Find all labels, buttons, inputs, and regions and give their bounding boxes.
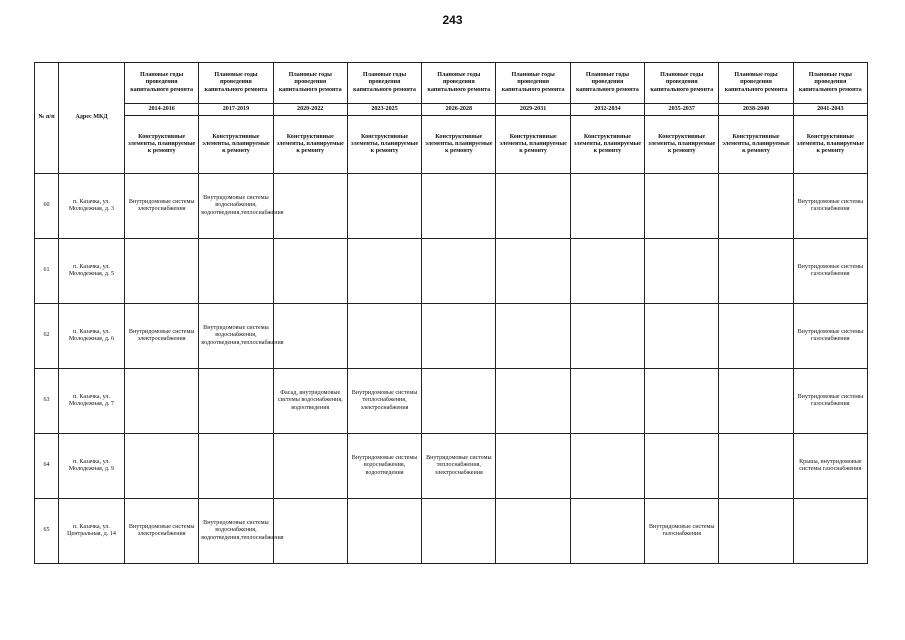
capital-repair-table [34, 62, 868, 564]
repair-elements-cell: Внутридомовые системы газоснабжения [645, 499, 719, 564]
repair-elements-cell: Внутридомовые системы газоснабжения [793, 369, 867, 434]
repair-elements-cell: Внутридомовые системы электроснабжения [125, 174, 199, 239]
period-years: 2038-2040 [719, 104, 793, 116]
row-address: п. Казачка, ул. Молодежная, д. 5 [59, 239, 125, 304]
repair-elements-cell [496, 434, 570, 499]
repair-elements-cell: Внутридомовые системы газоснабжения [793, 239, 867, 304]
table-row [35, 434, 868, 499]
num-column-header: № п/п [35, 63, 59, 174]
repair-elements-cell [570, 174, 644, 239]
table-row [35, 174, 868, 239]
repair-elements-cell [719, 304, 793, 369]
period-title: Плановые годы проведения капитального ремонта [199, 63, 273, 104]
period-title: Плановые годы проведения капитального ремонта [125, 63, 199, 104]
period-title: Плановые годы проведения капитального ремонта [496, 63, 570, 104]
row-address: п. Казачка, ул. Молодежная, д. 6 [59, 304, 125, 369]
table-row [35, 304, 868, 369]
table-body [35, 174, 868, 564]
repair-elements-cell [570, 434, 644, 499]
repair-elements-cell [347, 499, 421, 564]
period-years: 2023-2025 [347, 104, 421, 116]
repair-elements-cell [273, 239, 347, 304]
repair-elements-cell [570, 239, 644, 304]
row-number: 63 [35, 369, 59, 434]
period-title: Плановые годы проведения капитального ремонта [645, 63, 719, 104]
period-elements-header: Конструктивные элементы, планируемые к ремонту [719, 116, 793, 174]
repair-elements-cell [719, 434, 793, 499]
repair-elements-cell: Внутридомовые системы водоснабжения, водоотведения,теплоснабжения [199, 499, 273, 564]
repair-elements-cell [199, 239, 273, 304]
repair-elements-cell [496, 369, 570, 434]
repair-elements-cell [496, 499, 570, 564]
repair-elements-cell: Внутридомовые системы водоснабжения, водоотведения,теплоснабжения [199, 174, 273, 239]
period-years: 2032-2034 [570, 104, 644, 116]
address-column-header: Адрес МКД [59, 63, 125, 174]
row-address: п. Казачка, ул. Центральная, д. 14 [59, 499, 125, 564]
repair-elements-cell [719, 174, 793, 239]
repair-elements-cell [125, 369, 199, 434]
repair-elements-cell [422, 174, 496, 239]
repair-elements-cell: Внутридомовые системы водоснабжения, водоотведения [347, 434, 421, 499]
repair-elements-cell [273, 304, 347, 369]
row-address: п. Казачка, ул. Молодежная, д. 7 [59, 369, 125, 434]
period-title: Плановые годы проведения капитального ремонта [422, 63, 496, 104]
row-address: п. Казачка, ул. Молодежная, д. 3 [59, 174, 125, 239]
period-years: 2014-2016 [125, 104, 199, 116]
period-years: 2035-2037 [645, 104, 719, 116]
period-years: 2029-2031 [496, 104, 570, 116]
repair-elements-cell: Внутридомовые системы газоснабжения [793, 304, 867, 369]
period-years: 2017-2019 [199, 104, 273, 116]
period-elements-header: Конструктивные элементы, планируемые к ремонту [570, 116, 644, 174]
repair-elements-cell: Фасад, внутридомовые системы водоснабжения, водоотведения [273, 369, 347, 434]
period-title: Плановые годы проведения капитального ремонта [719, 63, 793, 104]
page-number: 243 [442, 13, 463, 27]
repair-elements-cell: Внутридомовые системы водоснабжения, водоотведения,теплоснабжения [199, 304, 273, 369]
repair-elements-cell [719, 499, 793, 564]
repair-elements-cell: Крыша, внутридомовые системы газоснабжения [793, 434, 867, 499]
repair-elements-cell [273, 174, 347, 239]
period-title: Плановые годы проведения капитального ремонта [273, 63, 347, 104]
period-elements-header: Конструктивные элементы, планируемые к ремонту [645, 116, 719, 174]
repair-elements-cell [645, 239, 719, 304]
table-row [35, 239, 868, 304]
repair-elements-cell [422, 239, 496, 304]
period-elements-header: Конструктивные элементы, планируемые к ремонту [125, 116, 199, 174]
repair-elements-cell [496, 239, 570, 304]
period-elements-header: Конструктивные элементы, планируемые к ремонту [273, 116, 347, 174]
repair-elements-cell [496, 304, 570, 369]
repair-elements-cell [347, 304, 421, 369]
period-elements-header: Конструктивные элементы, планируемые к ремонту [793, 116, 867, 174]
repair-elements-cell [422, 369, 496, 434]
row-number: 62 [35, 304, 59, 369]
repair-elements-cell [273, 434, 347, 499]
period-elements-header: Конструктивные элементы, планируемые к ремонту [422, 116, 496, 174]
repair-elements-cell: Внутридомовые системы газоснабжения [793, 174, 867, 239]
repair-elements-cell [719, 239, 793, 304]
period-title: Плановые годы проведения капитального ремонта [570, 63, 644, 104]
period-title: Плановые годы проведения капитального ремонта [793, 63, 867, 104]
repair-elements-cell [719, 369, 793, 434]
repair-elements-cell [125, 239, 199, 304]
period-title: Плановые годы проведения капитального ремонта [347, 63, 421, 104]
repair-elements-cell [570, 304, 644, 369]
repair-elements-cell [645, 304, 719, 369]
repair-elements-cell: Внутридомовые системы электроснабжения [125, 499, 199, 564]
repair-elements-cell [422, 499, 496, 564]
period-elements-header: Конструктивные элементы, планируемые к ремонту [347, 116, 421, 174]
row-number: 61 [35, 239, 59, 304]
repair-elements-cell [199, 434, 273, 499]
row-number: 64 [35, 434, 59, 499]
repair-elements-cell [422, 304, 496, 369]
table-header [35, 63, 868, 174]
repair-elements-cell [645, 369, 719, 434]
repair-elements-cell [645, 434, 719, 499]
repair-elements-cell [645, 174, 719, 239]
period-years: 2041-2043 [793, 104, 867, 116]
period-elements-header: Конструктивные элементы, планируемые к ремонту [199, 116, 273, 174]
table-row [35, 499, 868, 564]
period-elements-header: Конструктивные элементы, планируемые к ремонту [496, 116, 570, 174]
period-years: 2026-2028 [422, 104, 496, 116]
repair-elements-cell: Внутридомовые системы теплоснабжения, электроснабжения [347, 369, 421, 434]
repair-elements-cell [125, 434, 199, 499]
repair-elements-cell: Внутридомовые системы теплоснабжения, электроснабжения [422, 434, 496, 499]
repair-elements-cell [570, 499, 644, 564]
repair-elements-cell [496, 174, 570, 239]
repair-elements-cell: Внутридомовые системы электроснабжения [125, 304, 199, 369]
row-address: п. Казачка, ул. Молодежная, д. 9 [59, 434, 125, 499]
repair-elements-cell [793, 499, 867, 564]
row-number: 60 [35, 174, 59, 239]
repair-elements-cell [273, 499, 347, 564]
repair-elements-cell [199, 369, 273, 434]
repair-elements-cell [347, 174, 421, 239]
repair-elements-cell [347, 239, 421, 304]
row-number: 65 [35, 499, 59, 564]
table-row [35, 369, 868, 434]
repair-elements-cell [570, 369, 644, 434]
period-years: 2020-2022 [273, 104, 347, 116]
